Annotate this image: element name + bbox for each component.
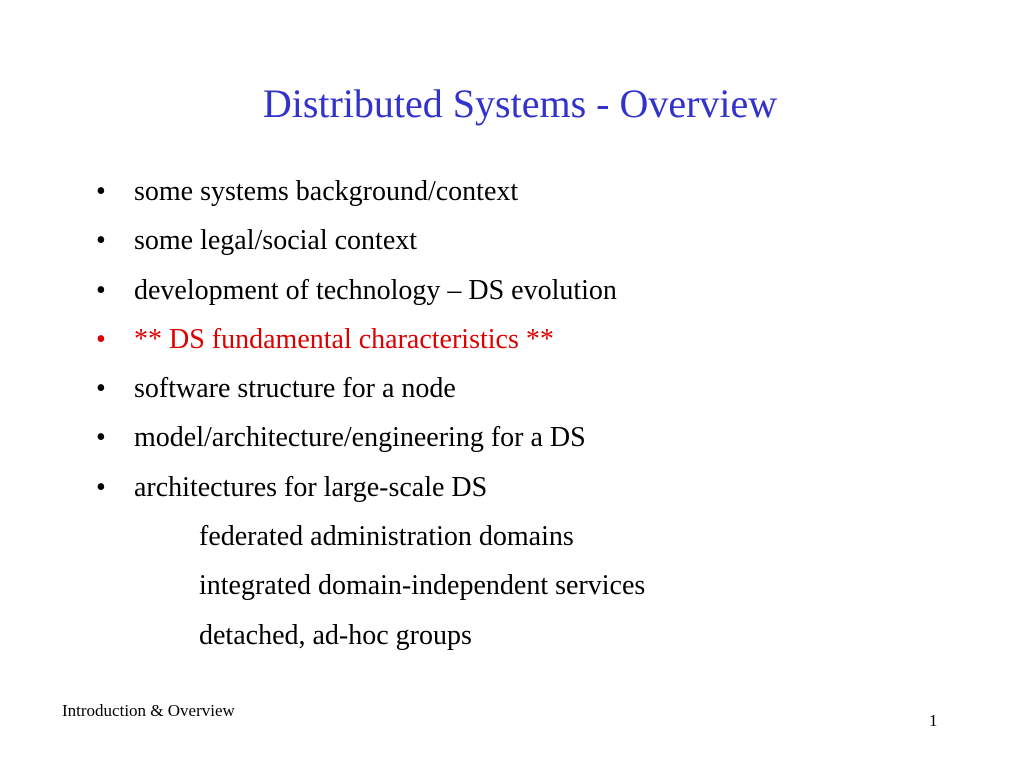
bullet-text: some systems background/context <box>134 176 519 207</box>
bullet-marker: • <box>96 225 106 257</box>
bullet-item <box>96 367 976 416</box>
sub-item-text: federated administration domains <box>199 521 574 553</box>
bullet-marker: • <box>96 422 106 454</box>
bullet-item <box>96 269 976 318</box>
bullet-text: software structure for a node <box>134 373 456 405</box>
bullet-item <box>96 219 976 268</box>
bullet-text: development of technology – DS evolution <box>134 274 617 306</box>
bullet-text: architectures for large-scale DS <box>134 471 488 503</box>
bullet-marker: • <box>96 176 106 207</box>
sub-item <box>96 515 976 564</box>
bullet-item <box>96 466 976 515</box>
bullet-marker: • <box>96 373 106 405</box>
sub-item-text: integrated domain-independent services <box>199 570 646 602</box>
bullet-list <box>96 170 976 663</box>
footer-label: Introduction & Overview <box>62 701 235 720</box>
bullet-marker: • <box>96 323 106 355</box>
bullet-marker: • <box>96 274 106 306</box>
bullet-marker: • <box>96 471 106 503</box>
sub-item <box>96 614 976 663</box>
sub-item-text: detached, ad-hoc groups <box>199 619 472 651</box>
slide-title: Distributed Systems - Overview <box>262 81 778 126</box>
sub-item <box>96 564 976 613</box>
bullet-item-highlighted <box>96 318 976 367</box>
page-number: 1 <box>929 711 938 730</box>
bullet-text: some legal/social context <box>134 225 418 257</box>
bullet-text: ** DS fundamental characteristics ** <box>134 323 554 355</box>
bullet-text: model/architecture/engineering for a DS <box>134 422 586 454</box>
bullet-item <box>96 416 976 465</box>
bullet-item <box>96 170 976 219</box>
